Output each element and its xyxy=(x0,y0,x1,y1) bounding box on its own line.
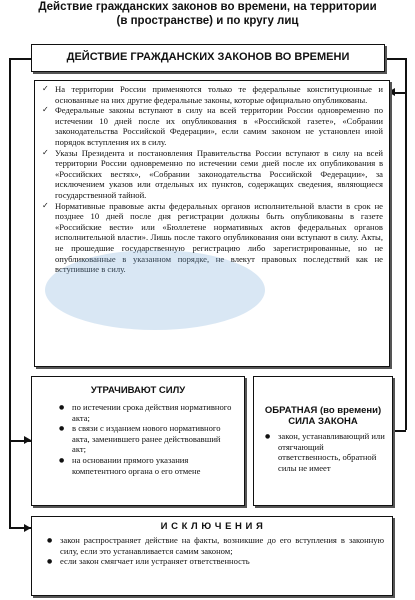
list-item: ● если закон смягчает или устраняет ответственность xyxy=(46,556,384,567)
list-item: ✓ Нормативные правовые акты федеральных органов исполнительной власти в срок не позднее 10 дней после дня регистрации должны быть опубликованы в газете «Российские вести» или «Бюллетене нормативных актов федеральных органов исполнительной власти». Лишь после такого опубликования они вступают в силу. Акты, не прошедшие государственную регистрацию либо зарегистрированные, но не опубликованные в указанном порядке, не влекут правовых последствий как не вступившие в силу. xyxy=(41,201,383,275)
exceptions-title: И С К Л Ю Ч Е Н И Я xyxy=(160,521,264,532)
header-line-1: Действие гражданских законов во времени, на территории xyxy=(38,1,377,13)
lose-force-title: УТРАЧИВАЮТ СИЛУ xyxy=(90,385,186,396)
retro-list xyxy=(260,431,386,473)
list-item: ● на основании прямого указания компетентного органа о его отмене xyxy=(58,455,236,476)
page-header xyxy=(0,0,415,28)
arrow-to-lose-force xyxy=(24,436,31,444)
header-line-2: (в пространстве) и по кругу лиц xyxy=(116,15,299,27)
right-connector-bottom xyxy=(393,430,406,432)
list-item: ✓ Федеральные законы вступают в силу на всей территории России одновременно по истечении 10 дней после их опубликования в «Российской газете», «Собрании законодательства Российской Федерации», если самим законом не установлен иной порядок вступления их в силу. xyxy=(41,105,383,147)
retro-title-2: СИЛА ЗАКОНА xyxy=(288,416,358,427)
list-item: ● в связи с изданием нового нормативного акта, заменившего ранее действовавший акт; xyxy=(58,423,236,455)
list-item: ● закон, устанавливающий или отягчающий ответственность, обратной силы не имеет xyxy=(264,431,386,473)
arrow-to-exceptions xyxy=(24,524,31,532)
main-list xyxy=(41,84,383,275)
right-connector-vertical xyxy=(405,58,407,430)
lose-force-list xyxy=(40,402,236,476)
retroactive-force-box xyxy=(253,376,393,506)
right-connector-mid xyxy=(395,92,406,94)
exceptions-list xyxy=(40,535,384,567)
main-title-box xyxy=(31,44,385,72)
right-connector-top xyxy=(385,58,406,60)
list-item: ● закон распространяет действие на факты, возникшие до его вступления в законную силу, если это устанавливается самим законом; xyxy=(46,535,384,556)
left-connector-top xyxy=(9,58,31,60)
lose-force-box xyxy=(31,376,245,506)
main-title: ДЕЙСТВИЕ ГРАЖДАНСКИХ ЗАКОНОВ ВО ВРЕМЕНИ xyxy=(66,51,350,63)
exceptions-box xyxy=(31,516,393,596)
retro-title-1: ОБРАТНАЯ (во времени) xyxy=(264,405,382,416)
list-item: ✓ Указы Президента и постановления Правительства России вступают в силу на всей территории России одновременно по истечении семи дней после их опубликования в «Российских вестях», «Собрании законодательства Российской Федерации», за исключением указов или отдельных их пунктов, содержащих сведения, являющиеся государственной тайной. xyxy=(41,148,383,201)
watermark-logo xyxy=(45,250,265,330)
list-item: ● по истечении срока действия нормативного акта; xyxy=(58,402,236,423)
left-connector-vertical xyxy=(9,58,11,528)
list-item: ✓ На территории России применяются только те федеральные конституционные и основанные на них другие федеральные законы, которые официально опубликованы. xyxy=(41,84,383,105)
